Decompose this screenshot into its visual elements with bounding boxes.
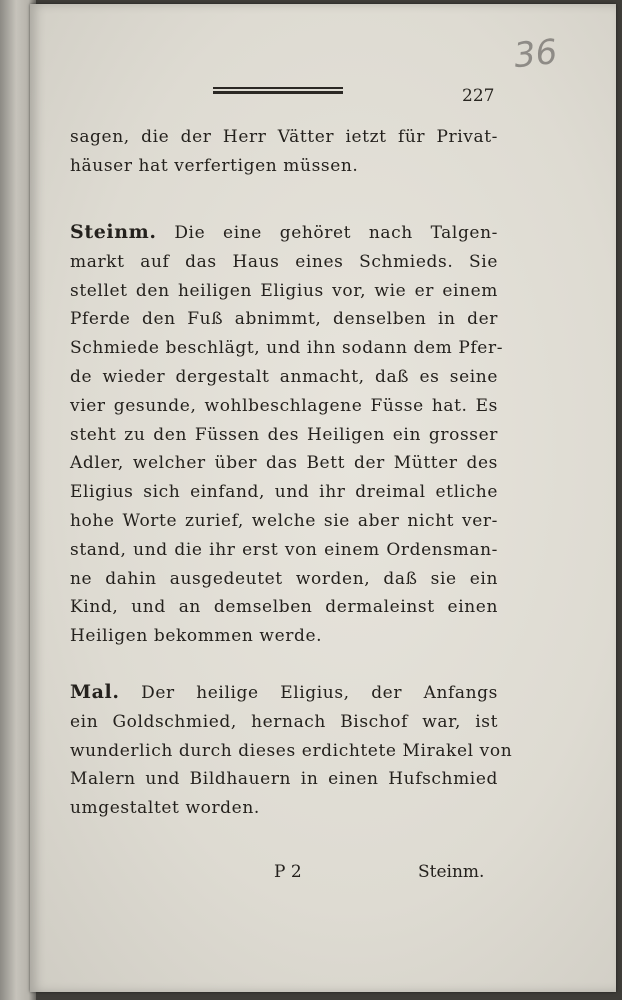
text-line: Steinm. Die eine gehöret nach Talgen- [70,221,498,243]
page-number: 227 [462,86,495,106]
paragraph-lead: Steinm. [70,221,157,243]
text-line: wunderlich durch dieses erdichtete Mirakel von [70,740,513,761]
text-line: Kind, und an demselben dermaleinst einen [70,597,498,618]
text-line: stellet den heiligen Eligius vor, wie er einem [70,280,498,301]
paragraph-lead: Mal. [70,681,120,703]
text-line: ne dahin ausgedeutet worden, daß sie ein [70,568,498,589]
text-line: Schmiede beschlägt, und ihn sodann dem Pfer- [70,338,504,359]
paragraph-3 [70,678,513,823]
paragraph-1 [70,123,498,181]
text-line: Heiligen bekommen werde. [70,626,323,647]
text-line: steht zu den Füssen des Heiligen ein grosser [70,424,498,445]
header-rule [213,87,343,94]
paragraph-2 [70,218,504,651]
signature-mark: P 2 [274,862,302,882]
text-line: Pferde den Fuß abnimmt, denselben in der [70,309,498,330]
text-line: ein Goldschmied, hernach Bischof war, ist [70,711,498,732]
page [30,4,616,992]
text-line: hohe Worte zurief, welche sie aber nicht ver- [70,510,498,531]
text-line: Malern und Bildhauern in einen Hufschmied [70,769,498,790]
text-line: sagen, die der Herr Vätter ietzt für Privat- [70,127,498,147]
catchword: Steinm. [418,862,485,882]
text-line: Adler, welcher über das Bett der Mütter des [70,453,498,474]
text-line: vier gesunde, wohlbeschlagene Füsse hat. Es [70,395,498,416]
text-line: markt auf das Haus eines Schmieds. Sie [70,251,498,272]
text-line: de wieder dergestalt anmacht, daß es seine [70,366,498,387]
archive-mark: 36 [512,31,560,77]
text-line: umgestaltet worden. [70,798,260,819]
text-line: Eligius sich einfand, und ihr dreimal etliche [70,482,498,503]
text-line: häuser hat verfertigen müssen. [70,155,359,176]
text-line: Mal. Der heilige Eligius, der Anfangs [70,681,498,703]
text-line: stand, und die ihr erst von einem Ordensman- [70,539,498,560]
